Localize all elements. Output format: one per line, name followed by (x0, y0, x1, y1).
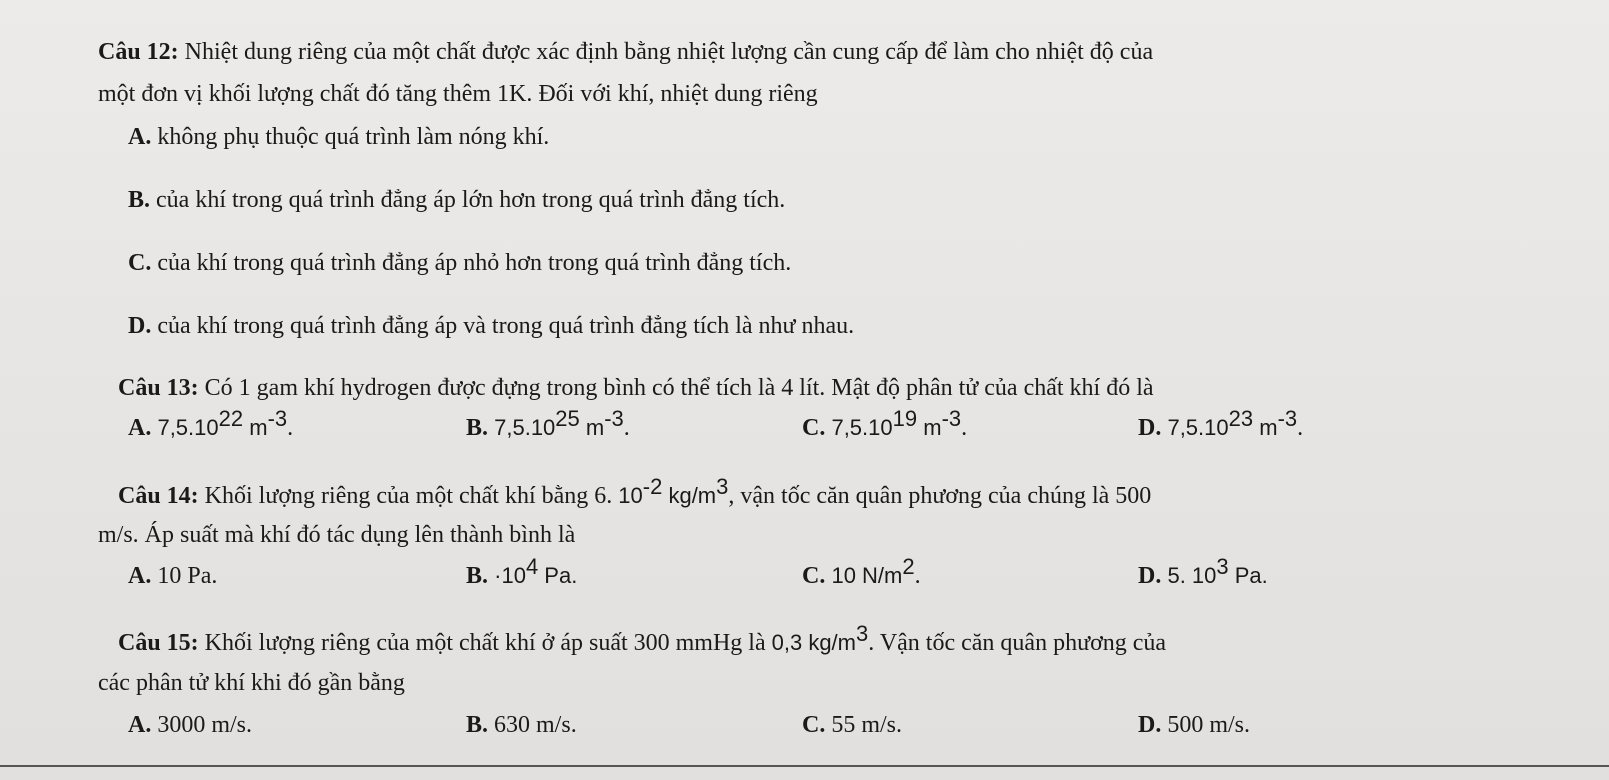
option-value: 7,5.10 (825, 415, 893, 440)
option-letter: A. (128, 712, 152, 738)
q15-value: 0,3 kg/m (771, 630, 856, 655)
q12-number: Câu 12: (98, 39, 179, 65)
q12-option-c (128, 248, 791, 278)
q14-number: Câu 14: (118, 483, 199, 509)
option-unit: m (1253, 415, 1278, 440)
option-text: 10 Pa. (151, 563, 218, 589)
option-value: 7,5.10 (151, 415, 219, 440)
q14-value: 10 (618, 483, 643, 508)
option-exponent: 3 (1216, 554, 1229, 579)
option-unit-exponent: -3 (941, 406, 962, 431)
q12-stem-line1 (98, 37, 1153, 67)
q12-stem-text1: Nhiệt dung riêng của một chất được xác định bằng nhiệt lượng cần cung cấp để làm cho nhiệt độ của (178, 39, 1154, 65)
q15-option-b (466, 710, 577, 740)
option-letter: B. (466, 563, 489, 589)
q12-option-d (128, 311, 854, 341)
option-letter: B. (128, 187, 151, 213)
option-end: . (914, 563, 921, 589)
q14-unit: kg/m (662, 483, 717, 508)
option-exponent: 22 (218, 406, 244, 431)
option-letter: C. (802, 415, 826, 441)
option-text: 500 m/s. (1161, 712, 1251, 738)
option-value: ·10 (488, 563, 526, 588)
option-end: . (1297, 415, 1304, 441)
option-letter: D. (1138, 415, 1162, 441)
q12-option-a (128, 122, 549, 152)
option-letter: D. (1138, 563, 1162, 589)
option-unit-exponent: -3 (267, 406, 288, 431)
option-text: của khí trong quá trình đẳng áp lớn hơn trong quá trình đẳng tích. (150, 187, 786, 213)
option-end: . (287, 415, 294, 441)
q12-option-b (128, 185, 785, 215)
option-letter: B. (466, 415, 489, 441)
option-letter: B. (466, 712, 489, 738)
q15-number: Câu 15: (118, 630, 199, 656)
q13-option-a (128, 406, 294, 443)
q14-option-c (802, 554, 921, 591)
option-unit: Pa. (1228, 563, 1268, 588)
option-letter: C. (802, 563, 826, 589)
q13-number: Câu 13: (118, 375, 199, 401)
option-exponent: 23 (1228, 406, 1254, 431)
bottom-divider (0, 765, 1609, 767)
option-text: của khí trong quá trình đẳng áp nhỏ hơn trong quá trình đẳng tích. (151, 250, 792, 276)
option-unit-exponent: -3 (1277, 406, 1298, 431)
option-unit: m (579, 415, 605, 440)
q14-option-d (1138, 554, 1268, 591)
option-text: của khí trong quá trình đẳng áp và trong quá trình đẳng tích là như nhau. (151, 313, 855, 339)
option-end: . (623, 415, 630, 441)
option-exponent: 19 (892, 406, 918, 431)
option-unit: m (243, 415, 268, 440)
q13-stem (118, 373, 1154, 403)
q12-stem-line2: một đơn vị khối lượng chất đó tăng thêm 1K. Đối với khí, nhiệt dung riêng (98, 81, 818, 107)
option-value: 10 N/m (825, 563, 903, 588)
option-unit: Pa. (538, 563, 578, 588)
option-exponent: 2 (902, 554, 915, 579)
q13-option-b (466, 406, 630, 443)
option-text: 55 m/s. (825, 712, 903, 738)
q15-stem-pre: Khối lượng riêng của một chất khí ở áp suất 300 mmHg là (198, 630, 772, 656)
option-value: 7,5.10 (1161, 415, 1229, 440)
q14-stem-pre: Khối lượng riêng của một chất khí bằng 6. (198, 483, 619, 509)
option-text: không phụ thuộc quá trình làm nóng khí. (151, 124, 550, 150)
q14-stem-post: , vận tốc căn quân phương của chúng là 500 (728, 483, 1152, 509)
option-value: 5. 10 (1161, 563, 1217, 588)
option-letter: C. (802, 712, 826, 738)
q15-option-a (128, 710, 252, 740)
option-letter: A. (128, 415, 152, 441)
q15-option-c (802, 710, 902, 740)
option-text: 630 m/s. (488, 712, 577, 738)
option-exponent: 4 (525, 554, 539, 579)
option-exponent: 25 (555, 406, 580, 431)
option-unit-exponent: -3 (604, 406, 624, 431)
q13-stem-text: Có 1 gam khí hydrogen được đựng trong bình có thể tích là 4 lít. Mật độ phân tử của chất khí đó là (198, 375, 1154, 401)
q13-option-d (1138, 406, 1304, 443)
q15-stem-line1 (118, 621, 1167, 658)
q15-stem-line2: các phân tử khí khi đó gần bằng (98, 670, 405, 696)
q15-stem-post: . Vận tốc căn quân phương của (868, 630, 1167, 656)
option-letter: A. (128, 124, 152, 150)
q14-stem-line2: m/s. Áp suất mà khí đó tác dụng lên thành bình là (98, 522, 576, 548)
option-letter: C. (128, 250, 152, 276)
option-end: . (961, 415, 968, 441)
q15-value-exponent: 3 (856, 621, 869, 646)
q14-option-a (128, 561, 217, 591)
q15-option-d (1138, 710, 1250, 740)
q14-value-exponent: -2 (642, 474, 663, 499)
option-letter: D. (1138, 712, 1162, 738)
q14-stem-line1 (118, 474, 1152, 511)
option-letter: A. (128, 563, 152, 589)
option-letter: D. (128, 313, 152, 339)
option-unit: m (917, 415, 942, 440)
q13-option-c (802, 406, 968, 443)
q14-option-b (466, 554, 578, 591)
q14-unit-exponent: 3 (716, 474, 729, 499)
option-value: 7,5.10 (488, 415, 556, 440)
option-text: 3000 m/s. (151, 712, 253, 738)
